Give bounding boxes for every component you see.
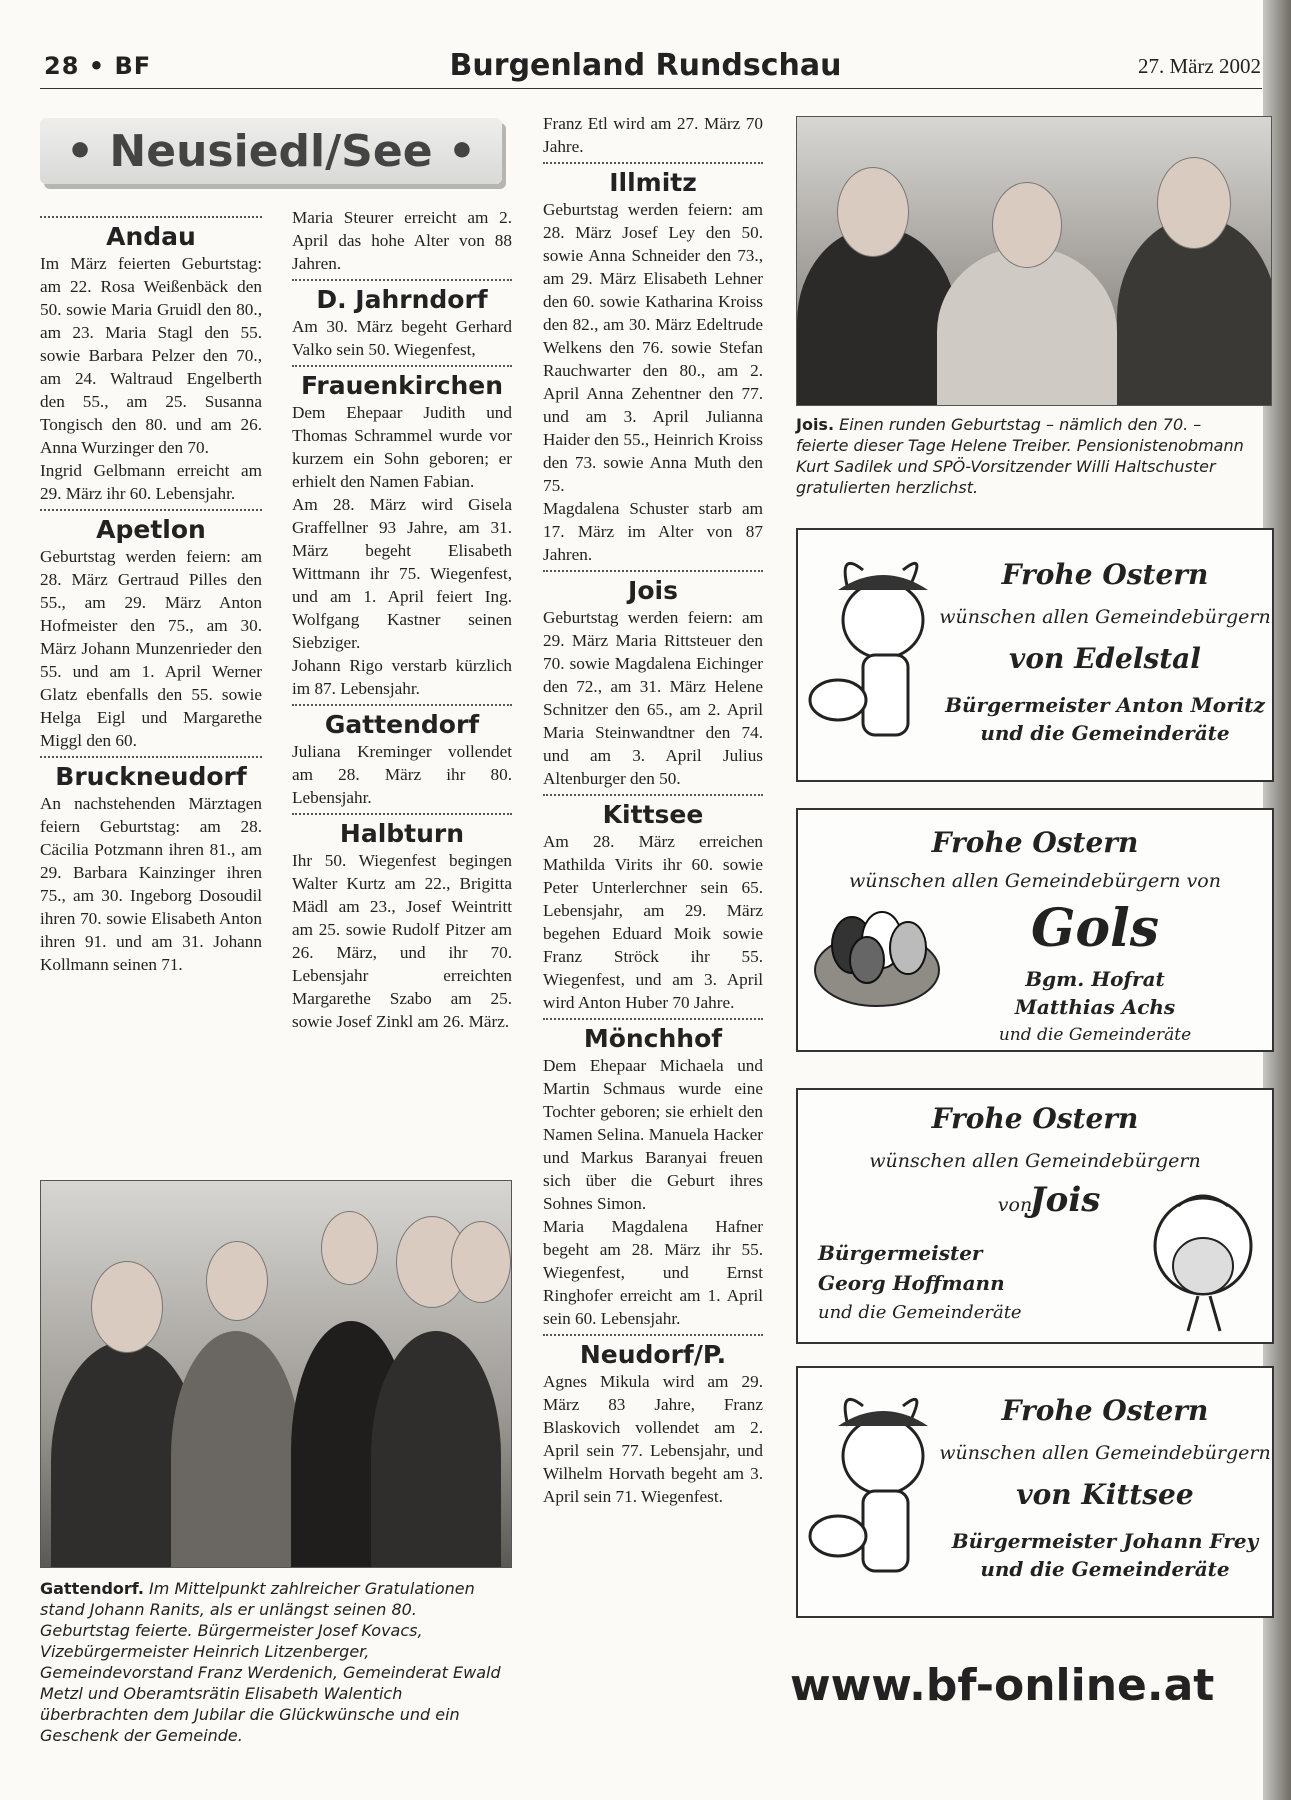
caption-jois-text: Einen runden Geburtstag – nämlich den 70. – feierte dieser Tage Helene Treiber. Pensionistenobmann Kurt Sadilek und SPÖ-Vorsitzender Willi Haltschuster gratulierten herzlichst. [796,415,1244,497]
text-andau: Im März feierten Geburtstag: am 22. Rosa Weißenbäck den 50. sowie Maria Gruidl den 80., am 23. Maria Stagl den 55. sowie Barbara Pelzer den 70., am 24. Waltraud Engelberth den 55., am 25. Susanna Tongisch den 80. und am 26. Anna Wurzinger den 70. [40,254,262,457]
ad-jois-mayor-title: Bürgermeister [818,1241,983,1265]
heading-bruckneudorf: Bruckneudorf [40,756,262,792]
ad-jois-town: Jois [1029,1180,1101,1220]
text-illmitz: Geburtstag werden feiern: am 28. März Josef Ley den 50. sowie Anna Schneider den 73., am 29. März Elisabeth Lehner den 60. sowie Katharina Kroiss den 82., am 30. März Edeltrude Welkens den 76. sowie Stefan Rauchwarter den 80., am 2. April Anna Zehentner den 77. und am 3. April Julianna Haider den 55., Heinrich Kroiss den 73. sowie Anna Muth den 75. [543,200,763,495]
header-rule [40,88,1262,89]
ad-jois-mayor-name: Georg Hoffmann [818,1271,1005,1295]
ad-jois-council: und die Gemeinderäte [818,1302,1022,1323]
caption-gattendorf-text: Im Mittelpunkt zahlreicher Gratulationen stand Johann Ranits, als er unlängst seinen 80. Geburtstag feierte. Bürgermeister Josef Kovacs, Vizebürgermeister Heinrich Litzenberger, Gemeindevorstand Franz Werdenich, Gemeinderat Ewald Metzl und Oberamtsrätin Elisabeth Walentich überbrachten dem Jubilar die Glückwünsche und ein Geschenk der Gemeinde. [40,1579,501,1745]
easter-bunny-painter-icon [808,1386,958,1596]
heading-illmitz: Illmitz [543,162,763,198]
text-frauenkirchen: Dem Ehepaar Judith und Thomas Schrammel wurde vor kurzem ein Sohn geboren; er erhielt den Namen Fabian. [292,403,512,491]
ad-kittsee [796,1366,1274,1618]
text-neudorf: Agnes Mikula wird am 29. März 83 Jahre, Franz Blaskovich vollendet am 2. April sein 77. Lebensjahr, und Wilhelm Horvath begeht am 3. April sein 71. Wiegenfest. [543,1372,763,1506]
easter-bunny-painter-icon [808,550,958,760]
text-d-jahrndorf: Am 30. März begeht Gerhard Valko sein 50. Wiegenfest, [292,317,512,359]
photo-gattendorf [40,1180,512,1568]
ad-jois-von: von [997,1194,1033,1216]
column-2 [292,206,512,1033]
text-moenchhof-2: Maria Magdalena Hafner begeht am 28. März ihr 55. Wiegenfest, und Ernst Ringhofer erreicht am 1. April sein 60. Lebensjahr. [543,1217,763,1328]
text-andau-2: Ingrid Gelbmann erreicht am 29. März ihr 60. Lebensjahr. [40,461,262,503]
ad-jois-line2: wünschen allen Gemeindebürgern [869,1150,1201,1172]
ad-gols-line2: wünschen allen Gemeindebürgern von [849,870,1221,892]
ad-gols-town: Gols [1030,898,1160,959]
text-apetlon: Geburtstag werden feiern: am 28. März Gertraud Pilles den 55., am 29. März Anton Hofmeister den 75., am 30. März Johann Munzenrieder den 55. und am 1. April Werner Glatz ebenfalls den 55. sowie Helga Eigl und Margarethe Miggl den 60. [40,547,262,750]
heading-apetlon: Apetlon [40,509,262,545]
ad-edelstal-mayor: Bürgermeister Anton Moritz [945,693,1265,717]
heading-neudorf: Neudorf/P. [543,1334,763,1370]
ad-gols-council: und die Gemeinderäte [998,1025,1192,1045]
page-number: 28 • BF [44,52,152,80]
region-banner-text: • Neusiedl/See • [65,126,476,177]
ad-kittsee-mayor: Bürgermeister Johann Frey [951,1529,1259,1553]
column-1 [40,212,262,976]
ad-kittsee-greeting: Frohe Ostern [1001,1394,1209,1427]
ad-edelstal-council: und die Gemeinderäte [980,721,1230,745]
text-moenchhof: Dem Ehepaar Michaela und Martin Schmaus wurde eine Tochter geboren; sie erhielt den Namen Selina. Manuela Hacker und Markus Baranyai freuen sich über die Geburt ihres Sohnes Simon. [543,1056,763,1213]
region-banner [40,118,502,184]
newspaper-title: Burgenland Rundschau [449,48,842,83]
ad-gols-mayor-name: Matthias Achs [1014,995,1176,1019]
column-3 [543,112,763,1508]
text-steurer: Maria Steurer erreicht am 2. April das hohe Alter von 88 Jahren. [292,208,512,273]
ad-edelstal-line2: wünschen allen Gemeindebürgern [939,606,1271,628]
ad-gols [796,808,1274,1052]
text-kittsee: Am 28. März erreichen Mathilda Virits ihr 60. sowie Peter Unterlerchner sein 65. Lebensjahr, am 29. März begehen Eduard Moik sowie Franz Ströck ihr 55. Wiegenfest, und am 3. April wird Anton Huber 70 Jahre. [543,832,763,1012]
text-etl: Franz Etl wird am 27. März 70 Jahre. [543,114,763,156]
ad-kittsee-town: von Kittsee [1016,1478,1194,1511]
ad-kittsee-line2: wünschen allen Gemeindebürgern [939,1442,1271,1464]
ad-jois [796,1088,1274,1344]
text-halbturn: Ihr 50. Wiegenfest begingen Walter Kurtz am 22., Brigitta Mädl am 23., Josef Weintritt am 25. sowie Rudolf Pitzer am 26. März, und ihr 70. Lebensjahr erreichten Margarethe Szabo am 25. sowie Josef Zinkl am 26. März. [292,851,512,1031]
issue-date: 27. März 2002 [1137,54,1261,78]
caption-jois-lead: Jois. [796,415,835,434]
heading-frauenkirchen: Frauenkirchen [292,365,512,401]
easter-chick-icon [1148,1186,1258,1336]
ad-gols-greeting: Frohe Ostern [931,826,1139,859]
caption-gattendorf-lead: Gattendorf. [40,1579,144,1598]
text-frauenkirchen-2: Am 28. März wird Gisela Graffellner 93 Jahre, am 31. März begeht Elisabeth Wittmann ihr 75. Wiegenfest, und am 1. April feiert Ing. Wolfgang Kastner seinen Siebziger. [292,495,512,652]
heading-kittsee: Kittsee [543,794,763,830]
ad-edelstal [796,528,1274,782]
heading-halbturn: Halbturn [292,813,512,849]
caption-gattendorf [40,1578,510,1746]
heading-andau: Andau [40,216,262,252]
heading-moenchhof: Mönchhof [543,1018,763,1054]
text-bruckneudorf: An nachstehenden Märztagen feiern Geburtstag: am 28. Cäcilia Potzmann ihren 81., am 29. Barbara Kainzinger ihren 75., am 30. Ingeborg Dosoudil ihren 70. sowie Elisabeth Anton ihren 91. und am 31. Johann Kollmann seinen 71. [40,794,262,974]
website-link[interactable]: www.bf-online.at [790,1660,1215,1711]
ad-edelstal-town: von Edelstal [1009,642,1201,675]
ad-edelstal-greeting: Frohe Ostern [1001,558,1209,591]
text-illmitz-2: Magdalena Schuster starb am 17. März im Alter von 87 Jahren. [543,499,763,564]
ad-jois-greeting: Frohe Ostern [931,1102,1139,1135]
text-jois: Geburtstag werden feiern: am 29. März Maria Rittsteuer den 70. sowie Magdalena Eichinger den 72., am 31. März Helene Schnitzer den 65., am 2. April Maria Steinwandtner den 74. und am 3. April Julius Altenburger den 50. [543,608,763,788]
heading-gattendorf: Gattendorf [292,704,512,740]
ad-gols-mayor-title: Bgm. Hofrat [1025,967,1165,991]
ad-kittsee-council: und die Gemeinderäte [980,1557,1230,1581]
heading-d-jahrndorf: D. Jahrndorf [292,279,512,315]
text-gattendorf: Juliana Kreminger vollendet am 28. März ihr 80. Lebensjahr. [292,742,512,807]
photo-jois [796,116,1272,406]
text-frauenkirchen-3: Johann Rigo verstarb kürzlich im 87. Lebensjahr. [292,656,512,698]
heading-jois: Jois [543,570,763,606]
caption-jois [796,414,1258,498]
